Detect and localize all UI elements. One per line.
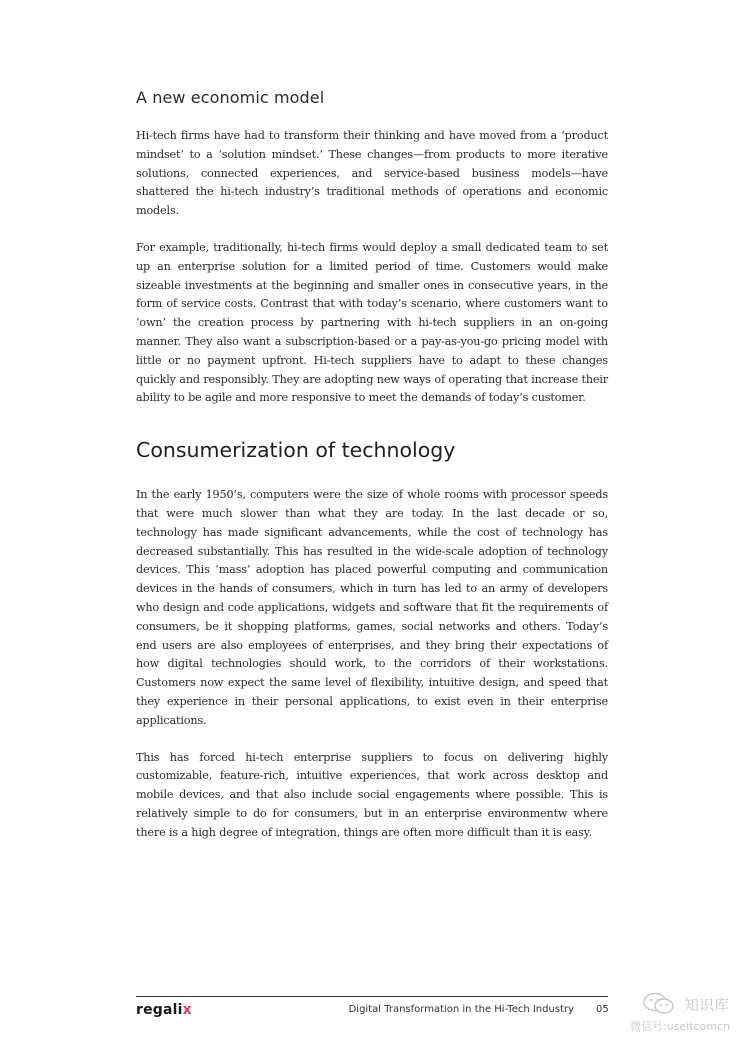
section-heading-consumerization: Consumerization of technology (136, 438, 456, 463)
paragraph: For example, traditionally, hi-tech firms would deploy a small dedicated team to set up an enterprise solution for a limited period of time. Customers would make sizeable investments at the beginning and smaller ones in consecutive years, in the form of service costs. Contrast that with today’s scenario, where customers want to ‘own’ the creation process by partnering with hi-tech suppliers in an on-going manner. They also want a subscription-based or a pay-as-you-go pricing model with little or no payment upfront. Hi-tech suppliers have to adapt to these changes quickly and responsibly. They are adopting new ways of operating that increase their ability to be agile and more responsive to meet the demands of today’s customer. (136, 240, 608, 405)
section-heading-economic-model: A new economic model (136, 88, 325, 107)
wechat-icon (642, 992, 676, 1016)
regalix-logo (136, 1002, 192, 1018)
logo-accent: x (182, 1002, 192, 1018)
page-content (136, 88, 608, 861)
watermark-title: 知识库 (684, 996, 730, 1014)
logo-text: regali (136, 1002, 183, 1018)
footer-divider (136, 996, 608, 997)
page-number: 05 (596, 1004, 609, 1015)
watermark-id: 微信号:useitcomcn (630, 1020, 731, 1033)
paragraph: Hi-tech firms have had to transform their thinking and have moved from a ‘product mindset’ to a ‘solution mindset.’ These changes—from products to more iterative solutions, connected experiences, and service-based business models—have shattered the hi-tech industry’s traditional methods of operations and economic models. (136, 129, 608, 218)
paragraph: In the early 1950’s, computers were the size of whole rooms with processor speeds that were much slower than what they are today. In the last decade or so, technology has made significant advancements, while the cost of technology has decreased substantially. This has resulted in the wide-scale adoption of technology devices. This ‘mass’ adoption has placed powerful computing and communication devices in the hands of consumers, which in turn has led to an army of developers who design and code applications, widgets and software that fit the requirements of consumers, be it shopping platforms, games, social networks and others. Today’s end users are also employees of enterprises, and they bring their expectations of how digital technologies should work, to the corridors of their workstations. Customers now expect the same level of flexibility, intuitive design, and speed that they experience in their personal applications, to exist even in their enterprise applications. (136, 488, 608, 727)
footer-document-title: Digital Transformation in the Hi-Tech Industry (348, 1004, 574, 1015)
paragraph: This has forced hi-tech enterprise suppliers to focus on delivering highly customizable, feature-rich, intuitive experiences, that work across desktop and mobile devices, and that also include social engagements where possible. This is relatively simple to do for consumers, but in an enterprise environmentw where there is a high degree of integration, things are often more difficult than it is easy. (136, 750, 608, 839)
watermark (628, 990, 738, 1036)
